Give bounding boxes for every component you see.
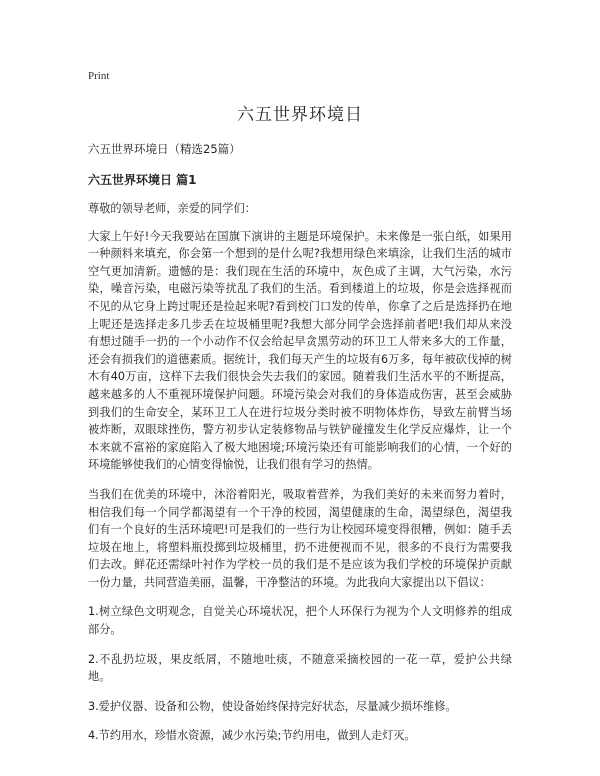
paragraph-2: 当我们在优美的环境中，沐浴着阳光，吸取着营养，为我们美好的未来而努力着时，相信我们每一个同学都渴望有一个干净的校园，渴望健康的生命，渴望绿色，渴望我们有一个良好的生活环境吧!可是我们的一些行为让校园环境变得很糟，例如：随手丢垃圾在地上，将塑料瓶投掷到垃圾桶里，扔不进便视而不见，很多的不良行为需要我们去改。鲜花还需绿叶衬作为学校一员的我们是不是应该为我们学校的环境保护贡献一份力量，共同营造美丽，温馨，干净整洁的环境。为此我向大家提出以下倡议：: [88, 487, 512, 589]
proposal-item-4: 4.节约用水，珍惜水资源，减少水污染;节约用电，做到人走灯灭。: [88, 729, 416, 743]
paragraph-1: 大家上午好!今天我要站在国旗下演讲的主题是环境保护。未来像是一张白纸，如果用一种颜料来填充，你会第一个想到的是什么呢?我想用绿色来填涂，让我们生活的城市空气更加清新。遗憾的是：我们现在生活的环境中，灰色成了主调，大气污染，水污染，噪音污染，电磁污染等扰乱了我们的生活。看到楼道上的垃圾，你是会选择视而不见的从它身上跨过呢还是捡起来呢?看到校门口发的传单，你拿了之后是选择扔在地上呢还是选择走多几步丢在垃圾桶里呢?我想大部分同学会选择前者吧!我们却从来没有想过随手一扔的一个小动作不仅会给起早贪黑劳动的环卫工人带来多大的工作量，还会有损我们的道德素质。据统计，我们每天产生的垃圾有6万多，每年被砍伐掉的树木有40万亩，这样下去我们很快会失去我们的家园。随着我们生活水平的不断提高，越来越多的人不重视环境保护问题。环境污染会对我们的身体造成伤害，甚至会威胁到我们的生命安全，某环卫工人在进行垃圾分类时被不明物体炸伤，导致左前臂当场被炸断，双眼球挫伤，警方初步认定装修物品与铁铲碰撞发生化学反应爆炸，让一个本来就不富裕的家庭陷入了极大地困境;环境污染还有可能影响我们的心情，一个好的环境能够使我们的心情变得愉悦，让我们很有学习的热情。: [88, 229, 512, 472]
salutation: 尊敬的领导老师，亲爱的同学们：: [88, 202, 256, 215]
proposal-item-1: 1.树立绿色文明观念，自觉关心环境状况，把个人环保行为视为个人文明修养的组成部分。: [88, 605, 512, 637]
proposal-item-2: 2.不乱扔垃圾，果皮纸屑，不随地吐痰，不随意采摘校园的一花一草，爱护公共绿地。: [88, 652, 512, 684]
document-subtitle: 六五世界环境日（精选25篇）: [88, 142, 241, 156]
document-title: 六五世界环境日: [237, 105, 363, 125]
print-label[interactable]: Print: [88, 70, 110, 82]
proposal-item-3: 3.爱护仪器、设备和公物，使设备始终保持完好状态，尽量减少损坏维修。: [88, 699, 457, 713]
section-heading: 六五世界环境日 篇1: [88, 173, 197, 187]
